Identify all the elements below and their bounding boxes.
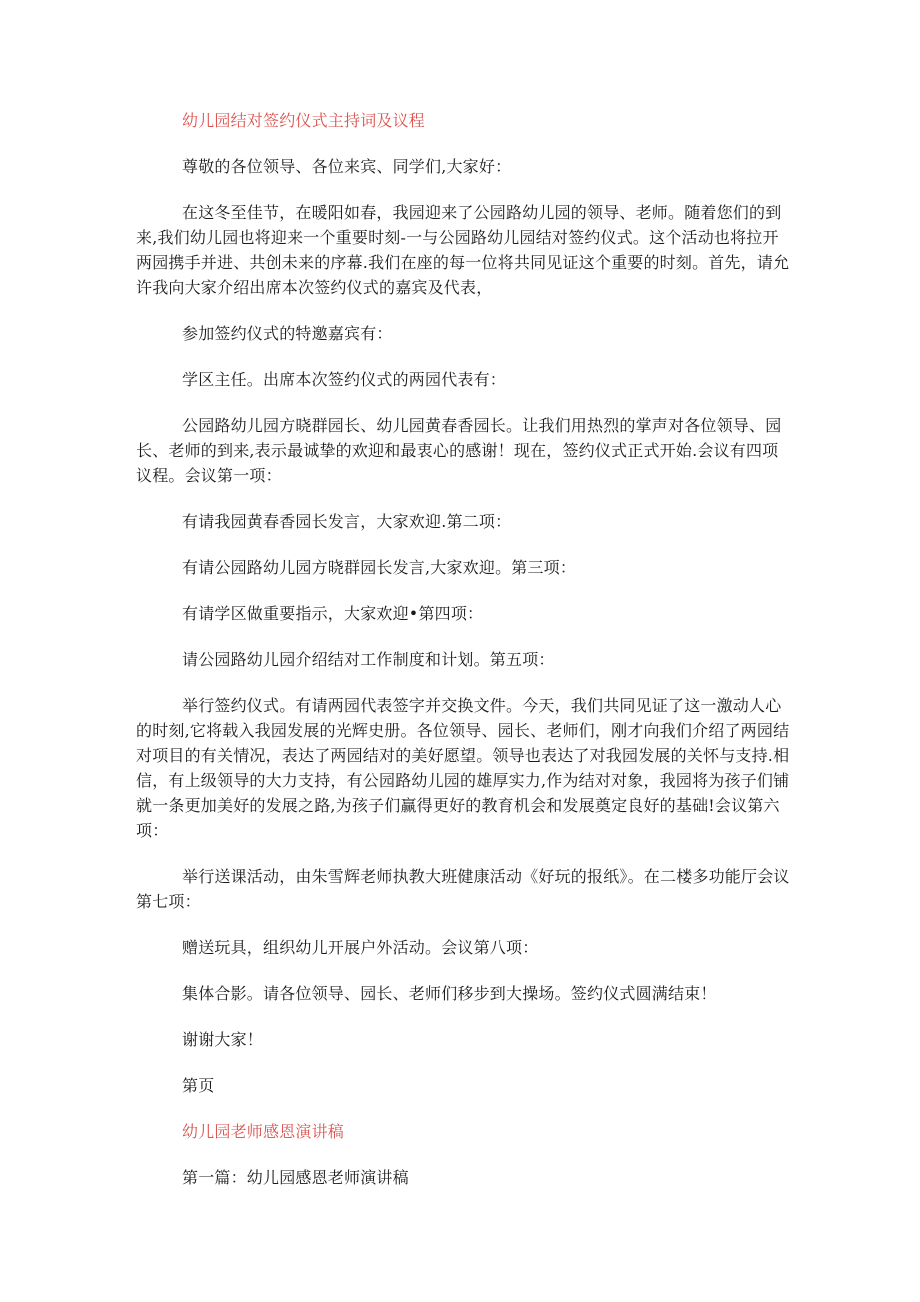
paragraph-agenda-7: 赠送玩具，组织幼儿开展户外活动。会议第八项： [182, 938, 539, 957]
paragraph-agenda-2: 有请公园路幼儿园方晓群园长发言,大家欢迎。第三项： [182, 558, 577, 577]
paragraph-representatives: 公园路幼儿园方晓群园长、幼儿园黄春香园长。让我们用热烈的掌声对各位领导、园长、老师的到来,表示最诚挚的欢迎和最衷心的感谢！现在，签约仪式正式开始.会议有四项议程。会议第一项： [136, 416, 782, 485]
page-footer: 第页 [182, 1076, 215, 1095]
section2-subtitle: 第一篇：幼儿园感恩老师演讲稿 [182, 1168, 409, 1187]
document-body [136, 108, 792, 1211]
paragraph-thanks: 谢谢大家！ [182, 1030, 264, 1049]
paragraph-agenda-8: 集体合影。请各位领导、园长、老师们移步到大操场。签约仪式圆满结束！ [182, 984, 717, 1003]
document-title: 幼儿园结对签约仪式主持词及议程 [182, 111, 426, 130]
paragraph-agenda-6: 举行送课活动，由朱雪辉老师执教大班健康活动《好玩的报纸》。在二楼多功能厅会议第七项： [136, 867, 790, 911]
paragraph-greeting: 尊敬的各位领导、各位来宾、同学们,大家好： [182, 157, 512, 176]
paragraph-representatives-heading: 学区主任。出席本次签约仪式的两园代表有： [182, 370, 507, 389]
section2-title: 幼儿园老师感恩演讲稿 [182, 1122, 345, 1141]
paragraph-guests: 参加签约仪式的特邀嘉宾有： [182, 324, 393, 343]
paragraph-agenda-3: 有请学区做重要指示，大家欢迎•第四项： [182, 604, 484, 623]
paragraph-intro: 在这冬至佳节，在暖阳如春，我园迎来了公园路幼儿园的领导、老师。随着您们的到来,我们幼儿园也将迎来一个重要时刻-一与公园路幼儿园结对签约仪式。这个活动也将拉开两园携手并进、共创未来的序幕.我们在座的每一位将共同见证这个重要的时刻。首先，请允许我向大家介绍出席本次签约仪式的嘉宾及代表， [136, 203, 790, 297]
paragraph-agenda-1: 有请我园黄春香园长发言，大家欢迎.第二项： [182, 512, 512, 531]
paragraph-agenda-4: 请公园路幼儿园介绍结对工作制度和计划。第五项： [182, 650, 555, 669]
paragraph-agenda-5: 举行签约仪式。有请两园代表签字并交换文件。今天，我们共同见证了这一激动人心的时刻,它将载入我园发展的光辉史册。各位领导、园长、老师们，刚才向我们介绍了两园结对项目的有关情况，表达了两园结对的美好愿望。领导也表达了对我园发展的关怀与支持.相信，有上级领导的大力支持，有公园路幼儿园的雄厚实力,作为结对对象，我园将为孩子们铺就一条更加美好的发展之路,为孩子们赢得更好的教育机会和发展奠定良好的基础!会议第六项： [136, 696, 790, 840]
